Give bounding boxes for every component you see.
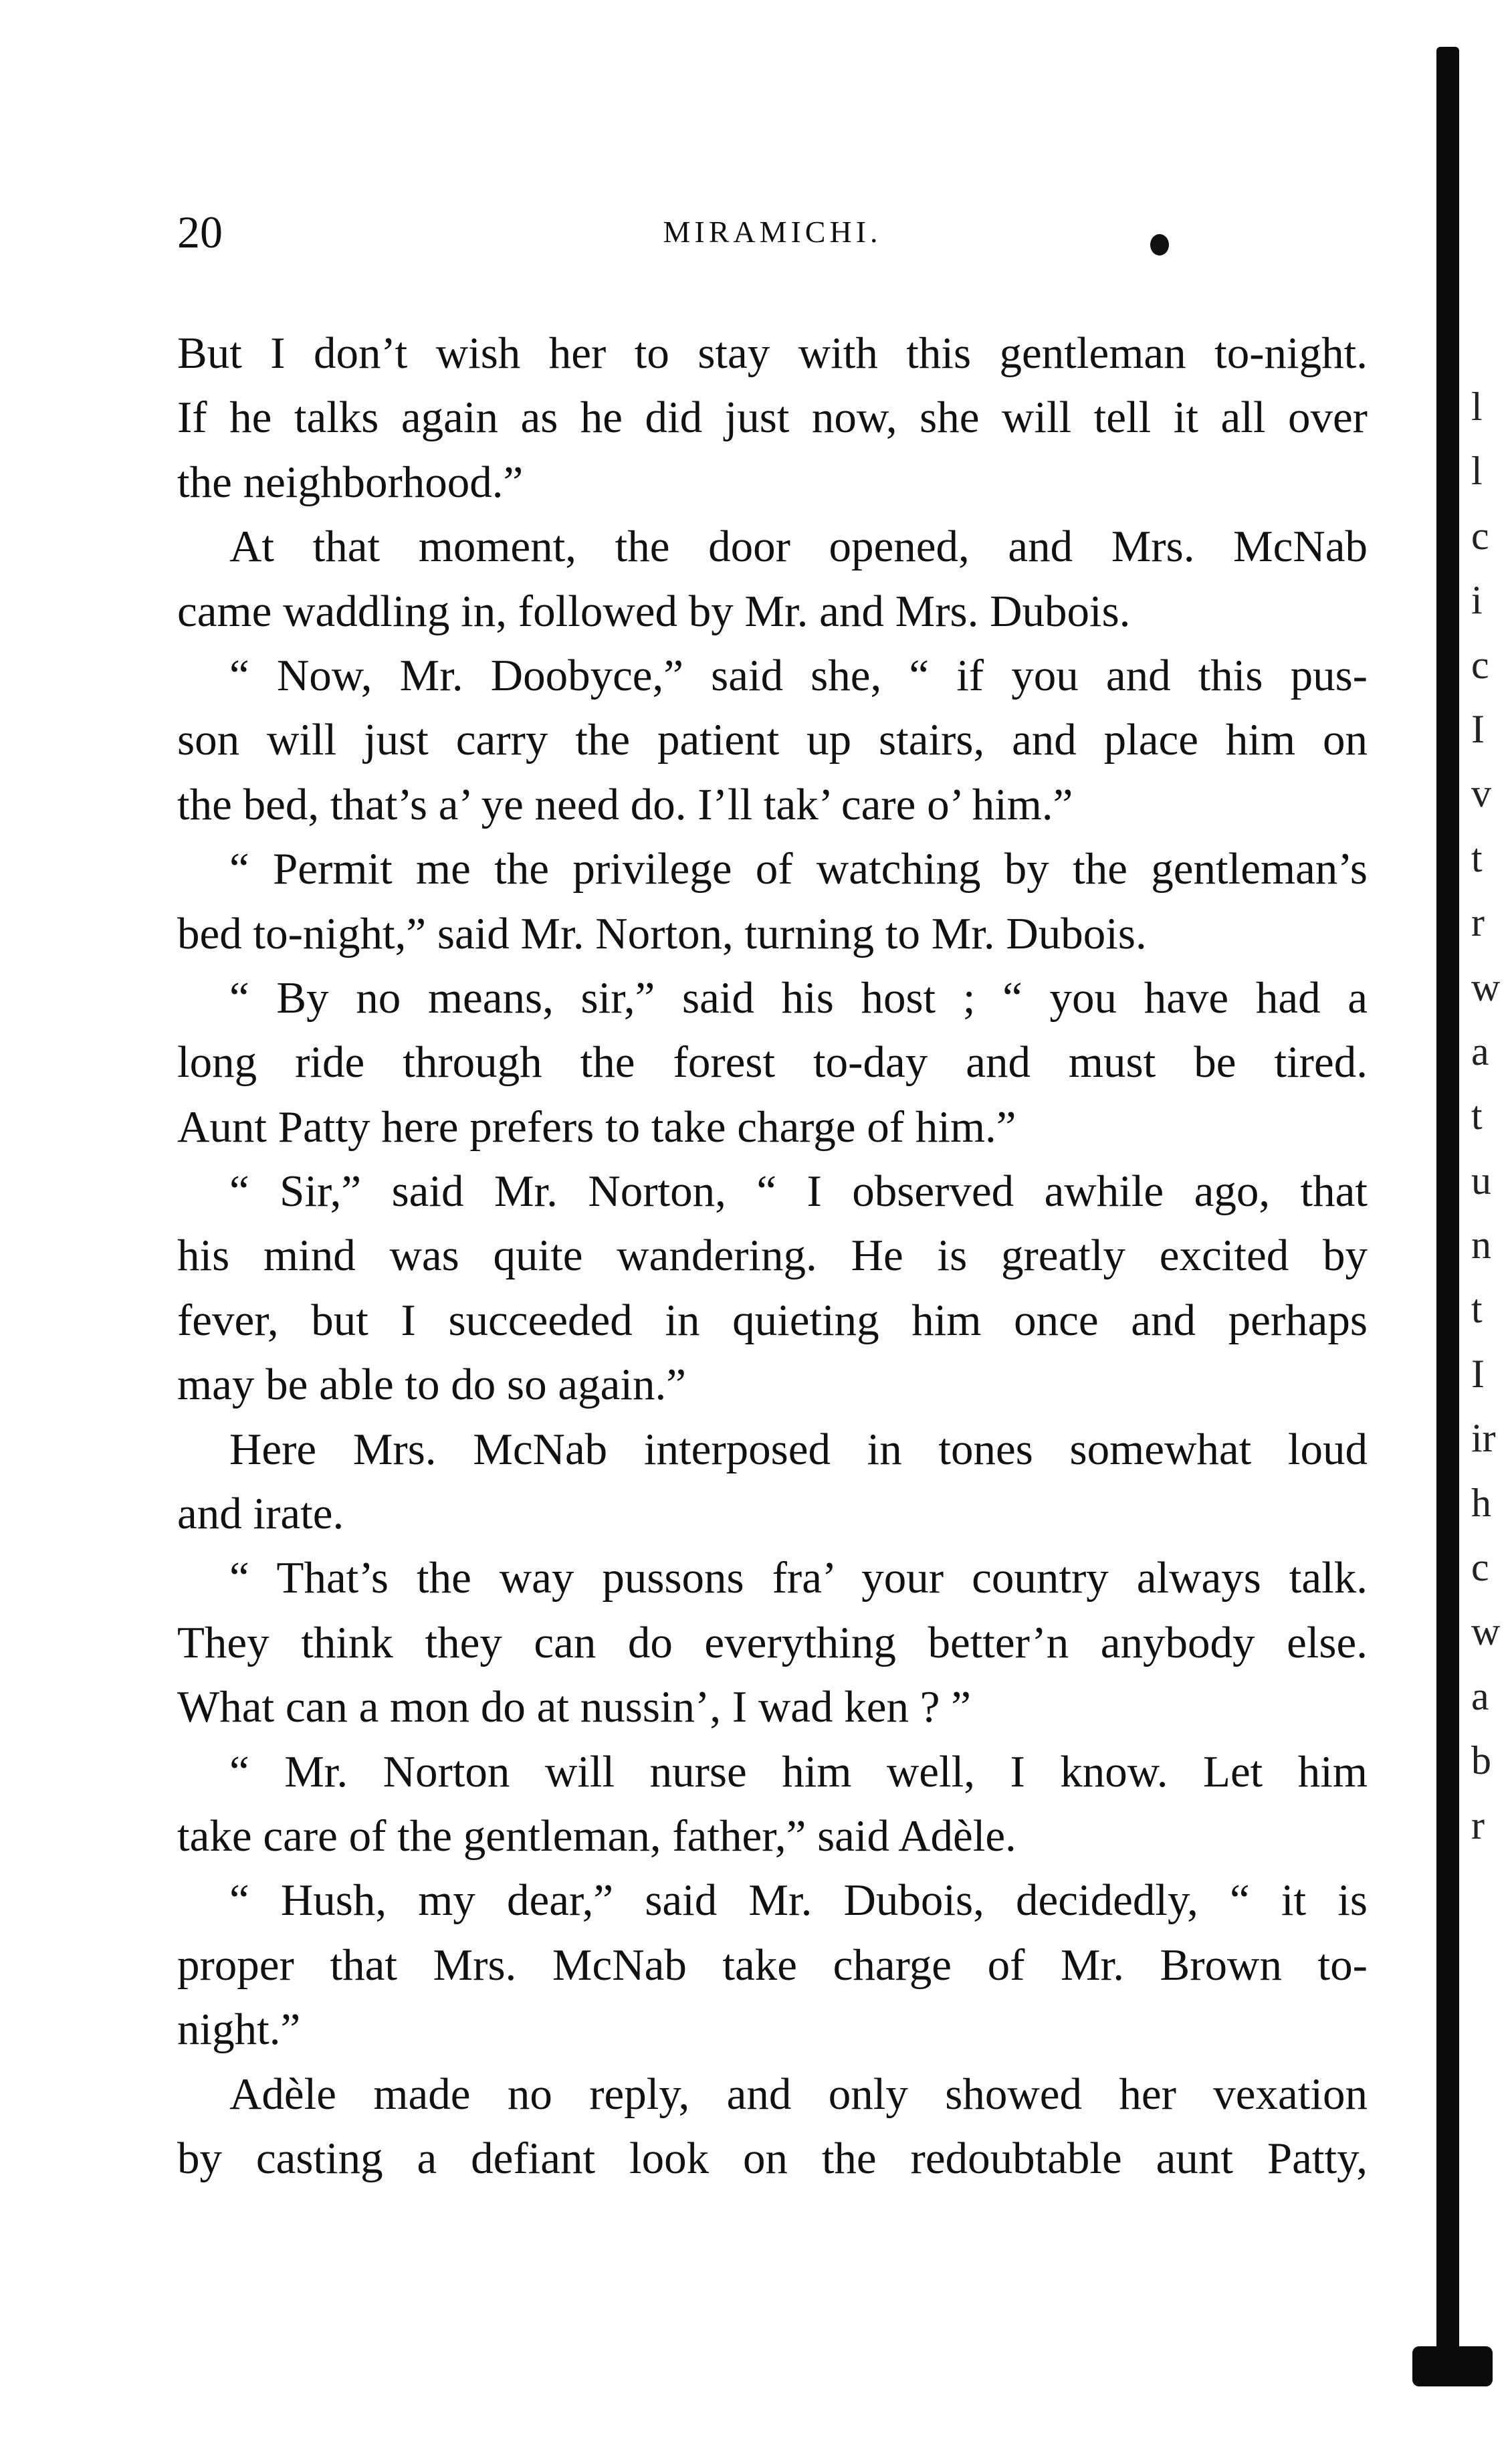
text-line: long ride through the forest to-day and must be tired. (177, 1037, 1368, 1088)
facing-page-fragment: w (1471, 964, 1501, 1009)
text-line: “ Sir,” said Mr. Norton, “ I observed awhile ago, that (229, 1166, 1368, 1217)
running-head: MIRAMICHI. (663, 215, 882, 249)
text-line: They think they can do everything better’n anybody else. (177, 1617, 1368, 1667)
facing-page-bleed (1471, 375, 1512, 2194)
facing-page-fragment: r (1471, 900, 1485, 945)
text-line: Adèle made no reply, and only showed her vexation (229, 2069, 1368, 2119)
page-header (177, 202, 1368, 262)
facing-page-fragment: t (1471, 1287, 1483, 1332)
text-line: Aunt Patty here prefers to take charge of him.” (177, 1102, 1016, 1152)
text-line: bed to-night,” said Mr. Norton, turning to Mr. Dubois. (177, 908, 1147, 958)
facing-page-fragment: l (1471, 449, 1483, 494)
text-line: Here Mrs. McNab interposed in tones somewhat loud (229, 1424, 1368, 1474)
text-line: “ Hush, my dear,” said Mr. Dubois, decidedly, “ it is (229, 1875, 1368, 1926)
text-line: may be able to do so again.” (177, 1360, 686, 1410)
facing-page-fragment: u (1471, 1158, 1491, 1203)
facing-page-fragment: c (1471, 642, 1489, 687)
text-line: “ By no means, sir,” said his host ; “ you have had a (229, 972, 1368, 1023)
text-line: the neighborhood.” (177, 457, 524, 507)
text-line: At that moment, the door opened, and Mrs. McNab (229, 522, 1368, 572)
facing-page-fragment: r (1471, 1803, 1485, 1847)
text-line: What can a mon do at nussin’, I wad ken ? ” (177, 1682, 971, 1732)
facing-page-fragment: n (1471, 1223, 1491, 1267)
text-line: the bed, that’s a’ ye need do. I’ll tak’ care o’ him.” (177, 779, 1073, 829)
facing-page-fragment: i (1471, 578, 1483, 623)
text-line: came waddling in, followed by Mr. and Mrs. Dubois. (177, 586, 1131, 636)
page-number: 20 (177, 207, 223, 258)
facing-page-fragment: c (1471, 513, 1489, 558)
text-line: proper that Mrs. McNab take charge of Mr. Brown to- (177, 1940, 1368, 1990)
text-line: son will just carry the patient up stairs, and place him on (177, 715, 1368, 765)
facing-page-fragment: t (1471, 1094, 1483, 1138)
text-line: “ Permit me the privilege of watching by the gentleman’s (229, 844, 1368, 894)
text-line: “ Now, Mr. Doobyce,” said she, “ if you and this pus- (229, 650, 1368, 700)
text-line: But I don’t wish her to stay with this gentleman to-night. (177, 328, 1368, 378)
facing-page-fragment: b (1471, 1738, 1491, 1783)
facing-page-fragment: a (1471, 1673, 1489, 1718)
facing-page-fragment: c (1471, 1545, 1489, 1590)
text-line: “ Mr. Norton will nurse him well, I know. Let him (229, 1746, 1368, 1797)
text-line: fever, but I succeeded in quieting him once and perhaps (177, 1295, 1368, 1345)
ink-blot (1150, 234, 1169, 255)
book-spine-foot (1412, 2346, 1493, 2386)
facing-page-fragment: l (1471, 385, 1483, 429)
text-line: If he talks again as he did just now, she will tell it all over (177, 393, 1368, 443)
facing-page-fragment: w (1471, 1609, 1501, 1654)
facing-page-fragment: I (1471, 1351, 1485, 1396)
facing-page-fragment: ir (1471, 1416, 1496, 1461)
text-line: and irate. (177, 1489, 344, 1539)
text-line: “ That’s the way pussons fra’ your country always talk. (229, 1553, 1368, 1603)
text-line: take care of the gentleman, father,” said Adèle. (177, 1811, 1016, 1861)
text-line: by casting a defiant look on the redoubtable aunt Patty, (177, 2133, 1368, 2183)
text-line: night.” (177, 2005, 301, 2055)
book-spine-edge (1436, 47, 1459, 2348)
facing-page-fragment: h (1471, 1480, 1491, 1525)
text-line: his mind was quite wandering. He is greatly excited by (177, 1231, 1368, 1281)
facing-page-fragment: I (1471, 706, 1485, 751)
facing-page-fragment: v (1471, 771, 1491, 816)
facing-page-fragment: a (1471, 1029, 1489, 1073)
body-text (177, 321, 1368, 2190)
facing-page-fragment: t (1471, 835, 1483, 880)
